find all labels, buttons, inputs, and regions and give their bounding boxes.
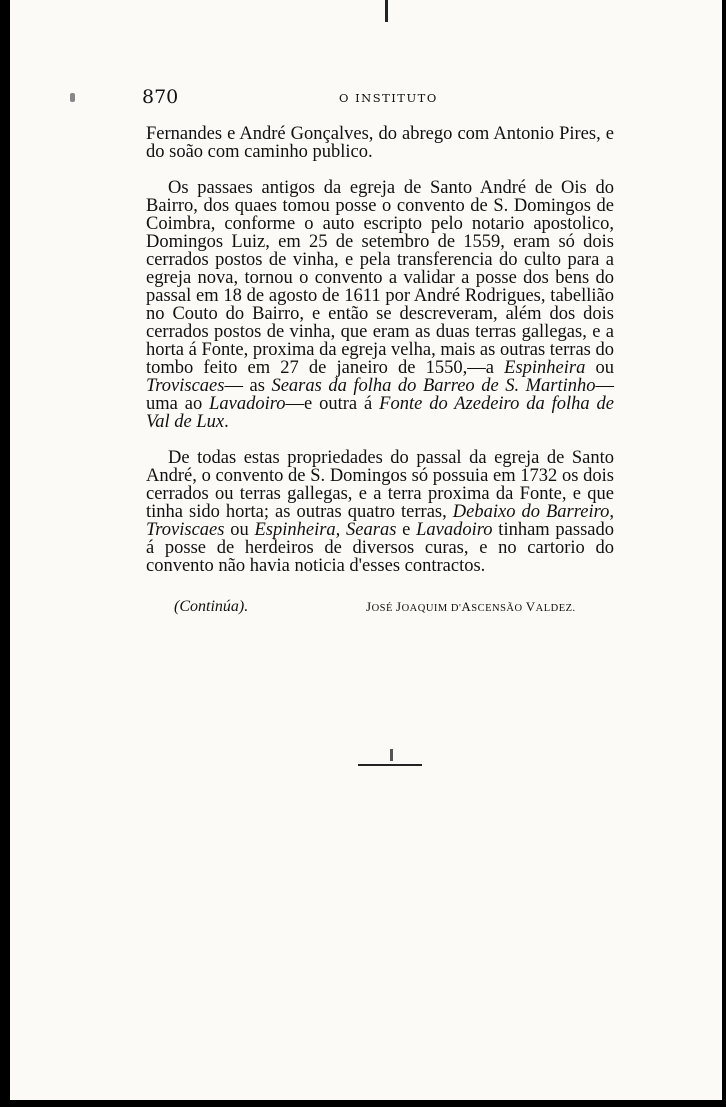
scan-mark <box>385 0 388 22</box>
page-header <box>142 86 614 108</box>
paragraph-gap <box>146 431 614 449</box>
term-lavadoiro: Lavadoiro <box>209 394 286 414</box>
text-joiner: tinham passado á posse de herdeiros de diversos curas, e no cartorio do convento não havia noticia d'esses contractos. <box>146 520 615 576</box>
term-fonte-azedeiro: Fonte do Azedeiro da folha de Val de Lux <box>146 394 615 432</box>
body-text <box>146 125 614 575</box>
author-initial: J <box>396 599 402 614</box>
author-initial: V <box>525 599 536 614</box>
text-joiner: . <box>224 412 229 432</box>
text-joiner: — as <box>224 376 272 396</box>
end-ornament-tick <box>390 749 393 761</box>
paragraph-passaes-text: Os passaes antigos da egreja de Santo André de Ois do Bairro, dos quaes tomou posse o convento de S. Domingos de Coimbra, conforme o auto escripto pelo notario apostolico, Domingos Luiz, em 25 de setembro de 1559, eram só dois cerrados postos de vinha, e pela transferencia do culto para a egreja nova, tornou o convento a validar a posse dos bens do passal em 18 de agosto de 1611 por André Rodrigues, tabellião no Couto do Bairro, e então se descreveram, além dos dois cerrados postos de vinha, que eram as duas terras gallegas, e a horta á Fonte, proxima da egreja velha, mais as outras terras do tombo feito em 27 de janeiro de 1550,—a <box>146 178 614 378</box>
text-joiner: ou <box>224 520 255 540</box>
text-joiner: —uma ao <box>146 376 614 414</box>
author-smallcaps: OSÉ <box>371 603 397 614</box>
term-searas: Searas da folha do Barreo de S. Martinho <box>271 376 596 396</box>
book-page <box>10 0 722 1100</box>
page-number: 870 <box>142 86 179 108</box>
author-initial: A <box>461 599 472 614</box>
author-initial: J <box>366 599 372 614</box>
scan-speck <box>70 93 75 102</box>
signature-line <box>174 598 614 618</box>
term-troviscaes: Troviscaes <box>146 376 225 396</box>
continua-label: (Continúa). <box>174 598 249 615</box>
author-smallcaps: OAQUIM D' <box>401 603 462 614</box>
term-debaixo-barreiro: Debaixo do Barreiro, Troviscaes <box>146 502 614 540</box>
paragraph-passaes <box>146 179 614 431</box>
paragraph-continuation: Fernandes e André Gonçalves, do abrego com Antonio Pires, e do soão com caminho publico. <box>146 124 614 162</box>
running-head: O INSTITUTO <box>339 91 438 105</box>
paragraph-propriedades <box>146 449 614 575</box>
term-espinheira: Espinheira <box>504 358 586 378</box>
author-smallcaps: SCENSÃO <box>471 603 526 614</box>
term-espinheira-searas: Espinheira, Searas <box>254 520 397 540</box>
text-joiner: —e outra á <box>285 394 380 414</box>
text-joiner: ou <box>585 358 614 378</box>
term-lavadoiro: Lavadoiro <box>416 520 493 540</box>
paragraph-propriedades-text: De todas estas propriedades do passal da egreja de Santo André, o convento de S. Domingos só possuia em 1732 os dois cerrados ou terras gallegas, e a terra proxima da Fonte, e que tinha sido horta; as outras quatro terras, <box>146 448 614 522</box>
author-smallcaps: ALDEZ. <box>535 603 576 614</box>
end-rule <box>358 764 422 766</box>
author-name <box>366 599 576 615</box>
text-joiner: e <box>396 520 417 540</box>
